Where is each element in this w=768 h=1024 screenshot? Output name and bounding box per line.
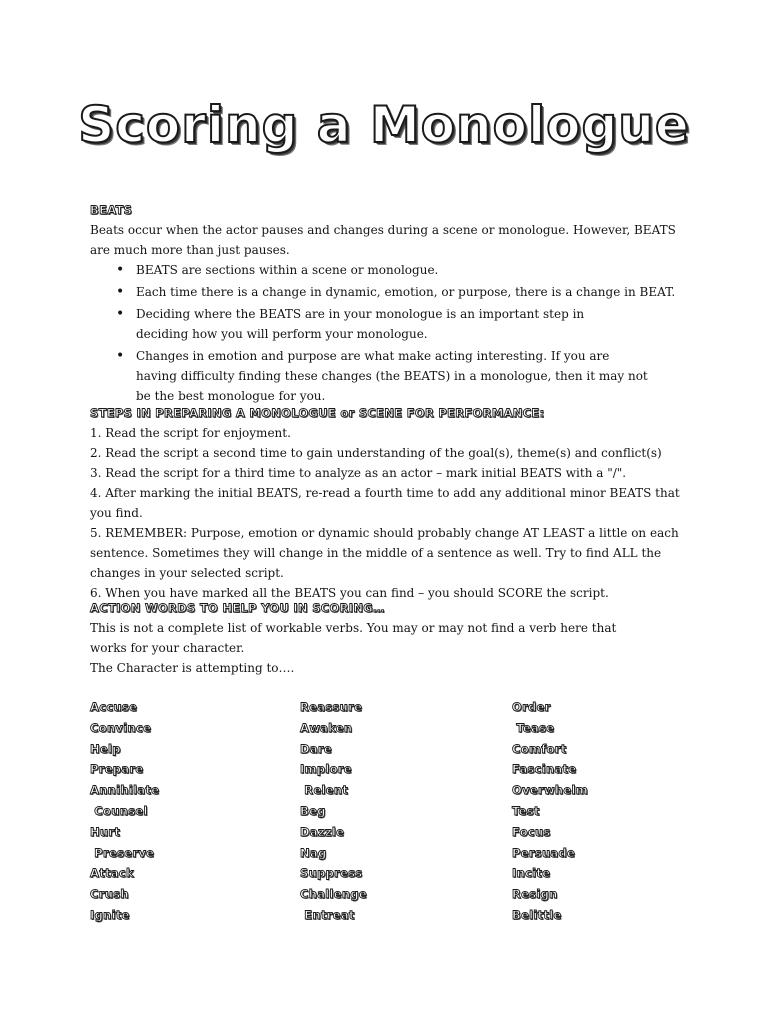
- verb-word: Challenge: [300, 887, 367, 902]
- steps-heading: STEPS IN PREPARING A MONOLOGUE or SCENE FOR PERFORMANCE:: [90, 406, 545, 420]
- verb-word: Focus: [512, 824, 551, 839]
- verb-word: Persuade: [512, 845, 576, 860]
- verb-word: Entreat: [300, 907, 355, 922]
- verb-word: Implore: [300, 762, 352, 777]
- step-item: 1. Read the script for enjoyment.: [90, 426, 291, 440]
- verb-word: Order: [512, 700, 551, 714]
- beats-bullet-list: [90, 260, 694, 406]
- verb-word: Convince: [90, 720, 152, 735]
- bullet-item: • BEATS are sections within a scene or monologue.: [136, 260, 694, 280]
- action-words-section: [90, 598, 686, 678]
- verb-word: Incite: [512, 866, 551, 881]
- verb-word: Overwhelm: [512, 783, 588, 798]
- verb-word: Tease: [512, 720, 555, 735]
- action-words-heading: ACTION WORDS TO HELP YOU IN SCORING…: [90, 601, 385, 615]
- verb-word: Crush: [90, 887, 129, 902]
- action-words-lead: The Character is attempting to….: [90, 661, 295, 675]
- verb-word: Ignite: [90, 907, 130, 922]
- beats-section: [90, 200, 694, 408]
- steps-section: [90, 403, 686, 603]
- bullet-item: • Each time there is a change in dynamic, emotion, or purpose, there is a change in BEAT.: [136, 282, 694, 302]
- verb-word: Fascinate: [512, 762, 577, 777]
- step-item: 6. When you have marked all the BEATS you can find – you should SCORE the script.: [90, 586, 609, 600]
- verb-word: Reassure: [300, 700, 363, 714]
- verb-word: Accuse: [90, 700, 138, 714]
- action-words-intro: This is not a complete list of workable verbs. You may or may not find a verb here that works for your character.: [90, 621, 617, 655]
- bullet-item: • Changes in emotion and purpose are what make acting interesting. If you are having difficulty finding these changes (the BEATS) in a monologue, then it may not be the best monologue for you.: [136, 346, 694, 406]
- verb-word: Prepare: [90, 762, 144, 777]
- step-item: 2. Read the script a second time to gain understanding of the goal(s), theme(s) and conflict(s): [90, 446, 662, 460]
- page-title: Scoring a Monologue: [78, 96, 690, 154]
- beats-intro: Beats occur when the actor pauses and changes during a scene or monologue. However, BEATS are much more than just pauses.: [90, 223, 676, 257]
- verb-word: Preserve: [90, 845, 155, 860]
- verb-word: Test: [512, 803, 540, 818]
- step-item: 4. After marking the initial BEATS, re-read a fourth time to add any additional minor BEATS that you find.: [90, 486, 680, 520]
- verb-word: Beg: [300, 803, 326, 818]
- verb-word: Belittle: [512, 907, 562, 922]
- verb-word: Comfort: [512, 741, 567, 756]
- verb-column-3: [512, 697, 692, 926]
- verb-word: Annihilate: [90, 783, 160, 798]
- step-item: 3. Read the script for a third time to analyze as an actor – mark initial BEATS with a "/".: [90, 466, 627, 480]
- verb-word: Help: [90, 741, 121, 756]
- verb-column-1: [90, 697, 270, 926]
- bullet-item: • Deciding where the BEATS are in your monologue is an important step in deciding how you will perform your monologue.: [136, 304, 694, 344]
- verb-word: Awaken: [300, 720, 353, 735]
- verb-column-2: [300, 697, 480, 926]
- verb-word: Nag: [300, 845, 327, 860]
- verb-word: Dare: [300, 741, 332, 756]
- verb-word: Resign: [512, 887, 558, 902]
- step-item: 5. REMEMBER: Purpose, emotion or dynamic should probably change AT LEAST a little on each sentence. Sometimes they will change in the middle of a sentence as well. Try to find ALL the changes in your selected script.: [90, 526, 679, 580]
- verb-word: Dazzle: [300, 824, 345, 839]
- verb-word: Suppress: [300, 866, 363, 881]
- verb-word: Counsel: [90, 803, 148, 818]
- verb-word: Relent: [300, 783, 349, 798]
- verb-word: Hurt: [90, 824, 121, 839]
- beats-heading: BEATS: [90, 203, 133, 217]
- verb-word: Attack: [90, 866, 134, 881]
